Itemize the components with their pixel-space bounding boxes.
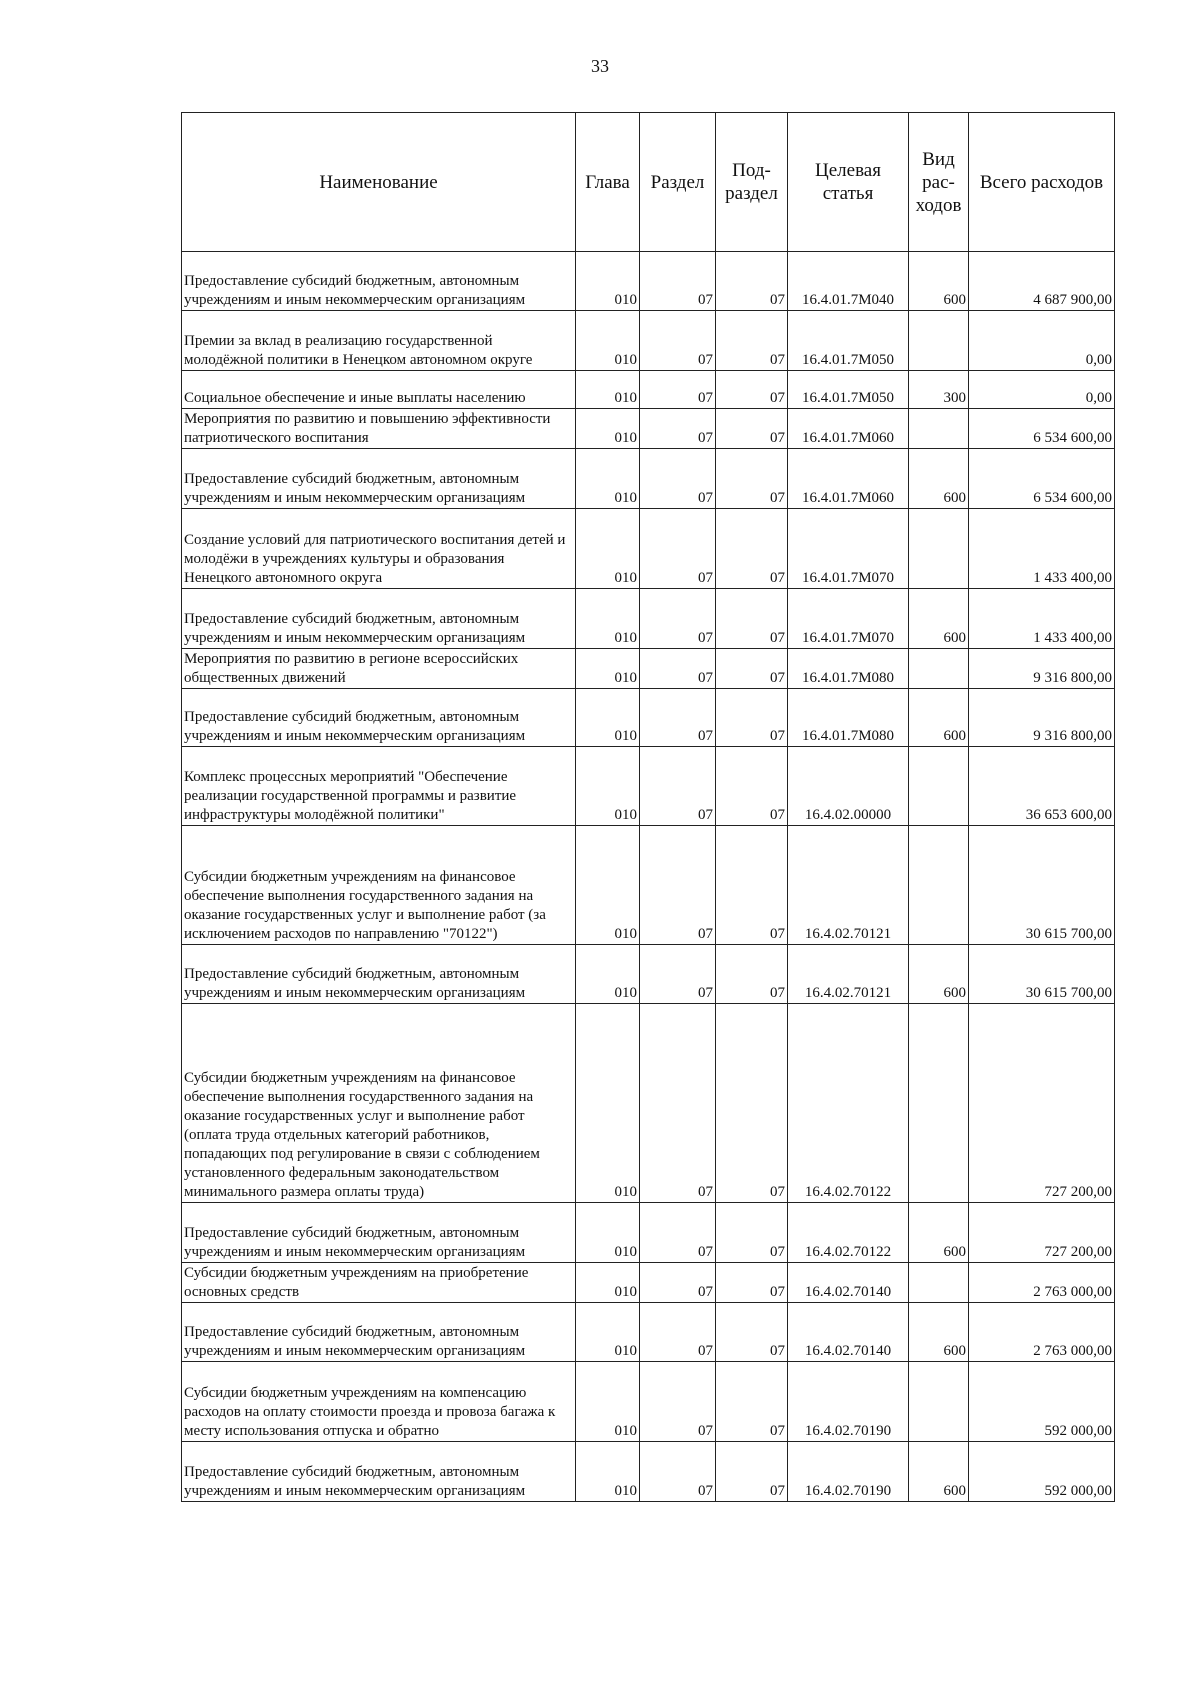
- cell-target-article: 16.4.01.7М080: [788, 689, 909, 747]
- cell-subsection: 07: [716, 311, 788, 371]
- cell-name: Предоставление субсидий бюджетным, автономным учреждениям и иным некоммерческим организациям: [182, 252, 576, 311]
- cell-expense-type: [909, 747, 969, 826]
- cell-total: 36 653 600,00: [969, 747, 1115, 826]
- cell-chapter: 010: [576, 252, 640, 311]
- cell-target-article: 16.4.02.70140: [788, 1263, 909, 1303]
- cell-expense-type: 600: [909, 589, 969, 649]
- cell-chapter: 010: [576, 689, 640, 747]
- budget-table: [181, 112, 1115, 1502]
- cell-total: 4 687 900,00: [969, 252, 1115, 311]
- cell-chapter: 010: [576, 1303, 640, 1362]
- cell-total: 6 534 600,00: [969, 409, 1115, 449]
- table-header-row: [182, 113, 1115, 252]
- cell-subsection: 07: [716, 589, 788, 649]
- cell-total: 2 763 000,00: [969, 1263, 1115, 1303]
- cell-name: Субсидии бюджетным учреждениям на приобретение основных средств: [182, 1263, 576, 1303]
- cell-target-article: 16.4.02.70140: [788, 1303, 909, 1362]
- cell-subsection: 07: [716, 449, 788, 509]
- cell-section: 07: [640, 945, 716, 1004]
- table-row: [182, 509, 1115, 589]
- table-row: [182, 409, 1115, 449]
- cell-total: 1 433 400,00: [969, 509, 1115, 589]
- header-section: Раздел: [640, 113, 716, 252]
- cell-section: 07: [640, 252, 716, 311]
- cell-total: 592 000,00: [969, 1442, 1115, 1502]
- table-row: [182, 1303, 1115, 1362]
- cell-subsection: 07: [716, 509, 788, 589]
- cell-name: Мероприятия по развитию в регионе всероссийских общественных движений: [182, 649, 576, 689]
- cell-section: 07: [640, 409, 716, 449]
- cell-name: Субсидии бюджетным учреждениям на компенсацию расходов на оплату стоимости проезда и провоза багажа к месту использования отпуска и обратно: [182, 1362, 576, 1442]
- table-row: [182, 689, 1115, 747]
- cell-section: 07: [640, 649, 716, 689]
- header-name: Наименование: [182, 113, 576, 252]
- cell-chapter: 010: [576, 1203, 640, 1263]
- cell-expense-type: 300: [909, 371, 969, 409]
- cell-total: 1 433 400,00: [969, 589, 1115, 649]
- table-row: [182, 649, 1115, 689]
- cell-name: Комплекс процессных мероприятий "Обеспечение реализации государственной программы и развитие инфраструктуры молодёжной политики": [182, 747, 576, 826]
- table-row: [182, 747, 1115, 826]
- table-row: [182, 945, 1115, 1004]
- cell-name: Социальное обеспечение и иные выплаты населению: [182, 371, 576, 409]
- cell-target-article: 16.4.02.70190: [788, 1362, 909, 1442]
- cell-chapter: 010: [576, 509, 640, 589]
- table-row: [182, 1004, 1115, 1203]
- cell-expense-type: 600: [909, 1442, 969, 1502]
- cell-target-article: 16.4.01.7М080: [788, 649, 909, 689]
- cell-name: Предоставление субсидий бюджетным, автономным учреждениям и иным некоммерческим организациям: [182, 1203, 576, 1263]
- cell-chapter: 010: [576, 1442, 640, 1502]
- cell-section: 07: [640, 826, 716, 945]
- cell-target-article: 16.4.01.7М050: [788, 371, 909, 409]
- cell-target-article: 16.4.01.7М060: [788, 409, 909, 449]
- cell-expense-type: [909, 311, 969, 371]
- cell-target-article: 16.4.01.7М060: [788, 449, 909, 509]
- cell-chapter: 010: [576, 826, 640, 945]
- cell-chapter: 010: [576, 589, 640, 649]
- cell-subsection: 07: [716, 1362, 788, 1442]
- cell-target-article: 16.4.02.70122: [788, 1203, 909, 1263]
- cell-target-article: 16.4.01.7М070: [788, 589, 909, 649]
- cell-expense-type: [909, 826, 969, 945]
- cell-total: 30 615 700,00: [969, 826, 1115, 945]
- cell-section: 07: [640, 449, 716, 509]
- cell-name: Предоставление субсидий бюджетным, автономным учреждениям и иным некоммерческим организациям: [182, 449, 576, 509]
- cell-section: 07: [640, 747, 716, 826]
- cell-expense-type: [909, 1004, 969, 1203]
- cell-expense-type: [909, 509, 969, 589]
- cell-target-article: 16.4.02.70121: [788, 945, 909, 1004]
- cell-total: 727 200,00: [969, 1004, 1115, 1203]
- cell-subsection: 07: [716, 747, 788, 826]
- cell-section: 07: [640, 589, 716, 649]
- cell-section: 07: [640, 311, 716, 371]
- cell-subsection: 07: [716, 409, 788, 449]
- cell-expense-type: [909, 409, 969, 449]
- cell-total: 0,00: [969, 311, 1115, 371]
- cell-target-article: 16.4.02.00000: [788, 747, 909, 826]
- cell-chapter: 010: [576, 1004, 640, 1203]
- cell-name: Предоставление субсидий бюджетным, автономным учреждениям и иным некоммерческим организациям: [182, 589, 576, 649]
- cell-expense-type: [909, 1263, 969, 1303]
- cell-total: 592 000,00: [969, 1362, 1115, 1442]
- cell-section: 07: [640, 1263, 716, 1303]
- header-total: Всего расходов: [969, 113, 1115, 252]
- cell-chapter: 010: [576, 1362, 640, 1442]
- header-chapter: Глава: [576, 113, 640, 252]
- cell-target-article: 16.4.02.70121: [788, 826, 909, 945]
- cell-target-article: 16.4.01.7М040: [788, 252, 909, 311]
- cell-expense-type: [909, 1362, 969, 1442]
- cell-subsection: 07: [716, 1203, 788, 1263]
- cell-name: Мероприятия по развитию и повышению эффективности патриотического воспитания: [182, 409, 576, 449]
- cell-subsection: 07: [716, 945, 788, 1004]
- cell-target-article: 16.4.01.7М050: [788, 311, 909, 371]
- cell-name: Предоставление субсидий бюджетным, автономным учреждениям и иным некоммерческим организациям: [182, 1303, 576, 1362]
- cell-subsection: 07: [716, 371, 788, 409]
- cell-subsection: 07: [716, 1004, 788, 1203]
- cell-total: 727 200,00: [969, 1203, 1115, 1263]
- cell-expense-type: 600: [909, 449, 969, 509]
- cell-name: Премии за вклад в реализацию государственной молодёжной политики в Ненецком автономном округе: [182, 311, 576, 371]
- cell-chapter: 010: [576, 371, 640, 409]
- cell-name: Субсидии бюджетным учреждениям на финансовое обеспечение выполнения государственного задания на оказание государственных услуг и выполнение работ (за исключением расходов по направлению "70122"): [182, 826, 576, 945]
- cell-total: 0,00: [969, 371, 1115, 409]
- cell-subsection: 07: [716, 826, 788, 945]
- table-row: [182, 1263, 1115, 1303]
- cell-target-article: 16.4.02.70190: [788, 1442, 909, 1502]
- cell-section: 07: [640, 1362, 716, 1442]
- cell-total: 2 763 000,00: [969, 1303, 1115, 1362]
- cell-total: 30 615 700,00: [969, 945, 1115, 1004]
- cell-subsection: 07: [716, 649, 788, 689]
- header-subsection: Под- раздел: [716, 113, 788, 252]
- cell-total: 6 534 600,00: [969, 449, 1115, 509]
- cell-expense-type: 600: [909, 945, 969, 1004]
- cell-name: Создание условий для патриотического воспитания детей и молодёжи в учреждениях культуры и образования Ненецкого автономного округа: [182, 509, 576, 589]
- header-expense-type: Вид рас- ходов: [909, 113, 969, 252]
- cell-subsection: 07: [716, 252, 788, 311]
- cell-expense-type: [909, 649, 969, 689]
- cell-expense-type: 600: [909, 1203, 969, 1263]
- cell-total: 9 316 800,00: [969, 689, 1115, 747]
- cell-target-article: 16.4.02.70122: [788, 1004, 909, 1203]
- cell-chapter: 010: [576, 649, 640, 689]
- cell-chapter: 010: [576, 1263, 640, 1303]
- table-row: [182, 311, 1115, 371]
- cell-expense-type: 600: [909, 1303, 969, 1362]
- cell-section: 07: [640, 1203, 716, 1263]
- cell-subsection: 07: [716, 1263, 788, 1303]
- cell-subsection: 07: [716, 689, 788, 747]
- cell-name: Предоставление субсидий бюджетным, автономным учреждениям и иным некоммерческим организациям: [182, 945, 576, 1004]
- table-row: [182, 1362, 1115, 1442]
- cell-chapter: 010: [576, 409, 640, 449]
- cell-chapter: 010: [576, 945, 640, 1004]
- header-target-article: Целевая статья: [788, 113, 909, 252]
- cell-total: 9 316 800,00: [969, 649, 1115, 689]
- cell-section: 07: [640, 1004, 716, 1203]
- cell-chapter: 010: [576, 311, 640, 371]
- cell-subsection: 07: [716, 1303, 788, 1362]
- cell-target-article: 16.4.01.7М070: [788, 509, 909, 589]
- cell-section: 07: [640, 371, 716, 409]
- cell-expense-type: 600: [909, 689, 969, 747]
- cell-subsection: 07: [716, 1442, 788, 1502]
- cell-chapter: 010: [576, 747, 640, 826]
- table-row: [182, 371, 1115, 409]
- table-row: [182, 1203, 1115, 1263]
- table-row: [182, 252, 1115, 311]
- table-row: [182, 1442, 1115, 1502]
- cell-name: Предоставление субсидий бюджетным, автономным учреждениям и иным некоммерческим организациям: [182, 689, 576, 747]
- cell-chapter: 010: [576, 449, 640, 509]
- cell-name: Субсидии бюджетным учреждениям на финансовое обеспечение выполнения государственного задания на оказание государственных услуг и выполнение работ (оплата труда отдельных категорий работников, попадающих под регулирование в связи с соблюдением установленного федеральным законодательством минимального размера оплаты труда): [182, 1004, 576, 1203]
- table-row: [182, 449, 1115, 509]
- cell-section: 07: [640, 1303, 716, 1362]
- cell-expense-type: 600: [909, 252, 969, 311]
- page-number: 33: [591, 56, 609, 76]
- cell-section: 07: [640, 689, 716, 747]
- cell-name: Предоставление субсидий бюджетным, автономным учреждениям и иным некоммерческим организациям: [182, 1442, 576, 1502]
- table-row: [182, 589, 1115, 649]
- cell-section: 07: [640, 509, 716, 589]
- table-row: [182, 826, 1115, 945]
- cell-section: 07: [640, 1442, 716, 1502]
